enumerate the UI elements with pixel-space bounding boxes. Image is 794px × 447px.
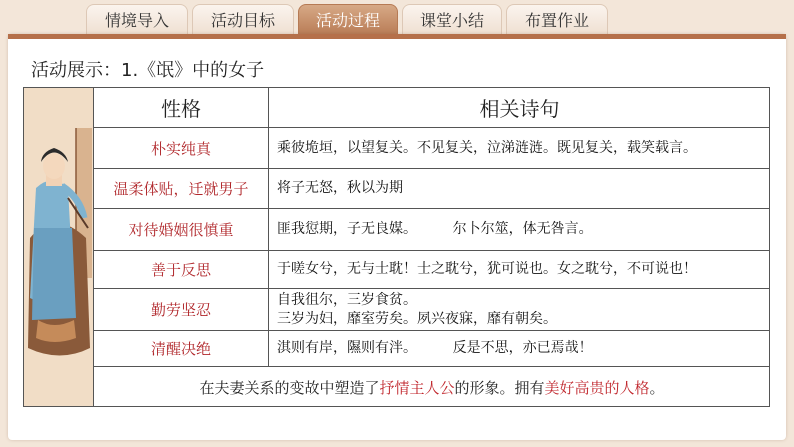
poem-line: 乘彼垝垣，以望复关。不见复关，泣涕涟涟。既见复关，载笑载言。 bbox=[277, 139, 697, 156]
poem-line: 淇则有岸，隰则有泮。 反是不思，亦已焉哉！ bbox=[277, 340, 593, 356]
summary-text: 。 bbox=[649, 378, 665, 397]
trait-cell bbox=[94, 331, 269, 367]
poem-cell bbox=[269, 331, 770, 367]
trait-label: 清醒决绝 bbox=[150, 340, 211, 358]
column-header-trait bbox=[94, 88, 269, 128]
summary-highlight: 美好高贵的人格 bbox=[544, 378, 650, 397]
trait-cell bbox=[94, 251, 269, 289]
tab-process[interactable] bbox=[298, 4, 398, 34]
tab-label: 活动过程 bbox=[315, 11, 380, 30]
poem-line: 三岁为妇，靡室劳矣。夙兴夜寐，靡有朝矣。 bbox=[277, 310, 557, 327]
tab-bar bbox=[0, 0, 794, 34]
tab-summary[interactable] bbox=[402, 4, 502, 34]
summary-highlight: 抒情主人公 bbox=[379, 378, 455, 397]
summary-text: 在夫妻关系的变故中塑造了 bbox=[199, 378, 380, 397]
summary-text: 的形象。拥有 bbox=[454, 378, 545, 397]
trait-cell bbox=[94, 209, 269, 251]
trait-label: 朴实纯真 bbox=[150, 139, 211, 158]
tab-label: 活动目标 bbox=[210, 11, 275, 30]
tab-label: 情境导入 bbox=[104, 11, 169, 30]
poem-cell bbox=[269, 128, 770, 169]
poem-cell bbox=[269, 209, 770, 251]
trait-label: 对待婚姻很慎重 bbox=[128, 221, 234, 239]
accent-bar bbox=[8, 34, 786, 39]
trait-label: 善于反思 bbox=[150, 261, 211, 279]
woman-portrait-illustration bbox=[24, 88, 94, 406]
poem-line: 匪我愆期，子无良媒。 尔卜尔筮，体无咎言。 bbox=[277, 221, 593, 237]
column-header-label: 性格 bbox=[161, 97, 201, 121]
tab-label: 布置作业 bbox=[524, 11, 589, 30]
trait-cell bbox=[94, 128, 269, 169]
tab-goals[interactable] bbox=[192, 4, 294, 34]
poem-cell bbox=[269, 251, 770, 289]
summary-row bbox=[94, 367, 770, 407]
trait-cell bbox=[94, 289, 269, 331]
column-header-poem bbox=[269, 88, 770, 128]
tab-label: 课堂小结 bbox=[419, 11, 484, 30]
column-header-label: 相关诗句 bbox=[479, 97, 560, 121]
poem-line: 将子无怒，秋以为期 bbox=[277, 180, 403, 196]
poem-table bbox=[23, 87, 770, 407]
poem-cell bbox=[269, 289, 770, 331]
poem-cell bbox=[269, 169, 770, 209]
tab-homework[interactable] bbox=[506, 4, 608, 34]
trait-label: 温柔体贴，迁就男子 bbox=[113, 180, 249, 198]
poem-line: 于嗟女兮，无与士耽！士之耽兮，犹可说也。女之耽兮，不可说也！ bbox=[277, 261, 697, 277]
poem-line: 自我徂尔，三岁食贫。 bbox=[277, 291, 417, 308]
tab-intro[interactable] bbox=[86, 4, 188, 34]
section-heading: 活动展示：1.《氓》中的女子 bbox=[31, 60, 265, 81]
trait-label: 勤劳坚忍 bbox=[150, 301, 211, 319]
trait-cell bbox=[94, 169, 269, 209]
portrait-cell bbox=[24, 88, 94, 406]
